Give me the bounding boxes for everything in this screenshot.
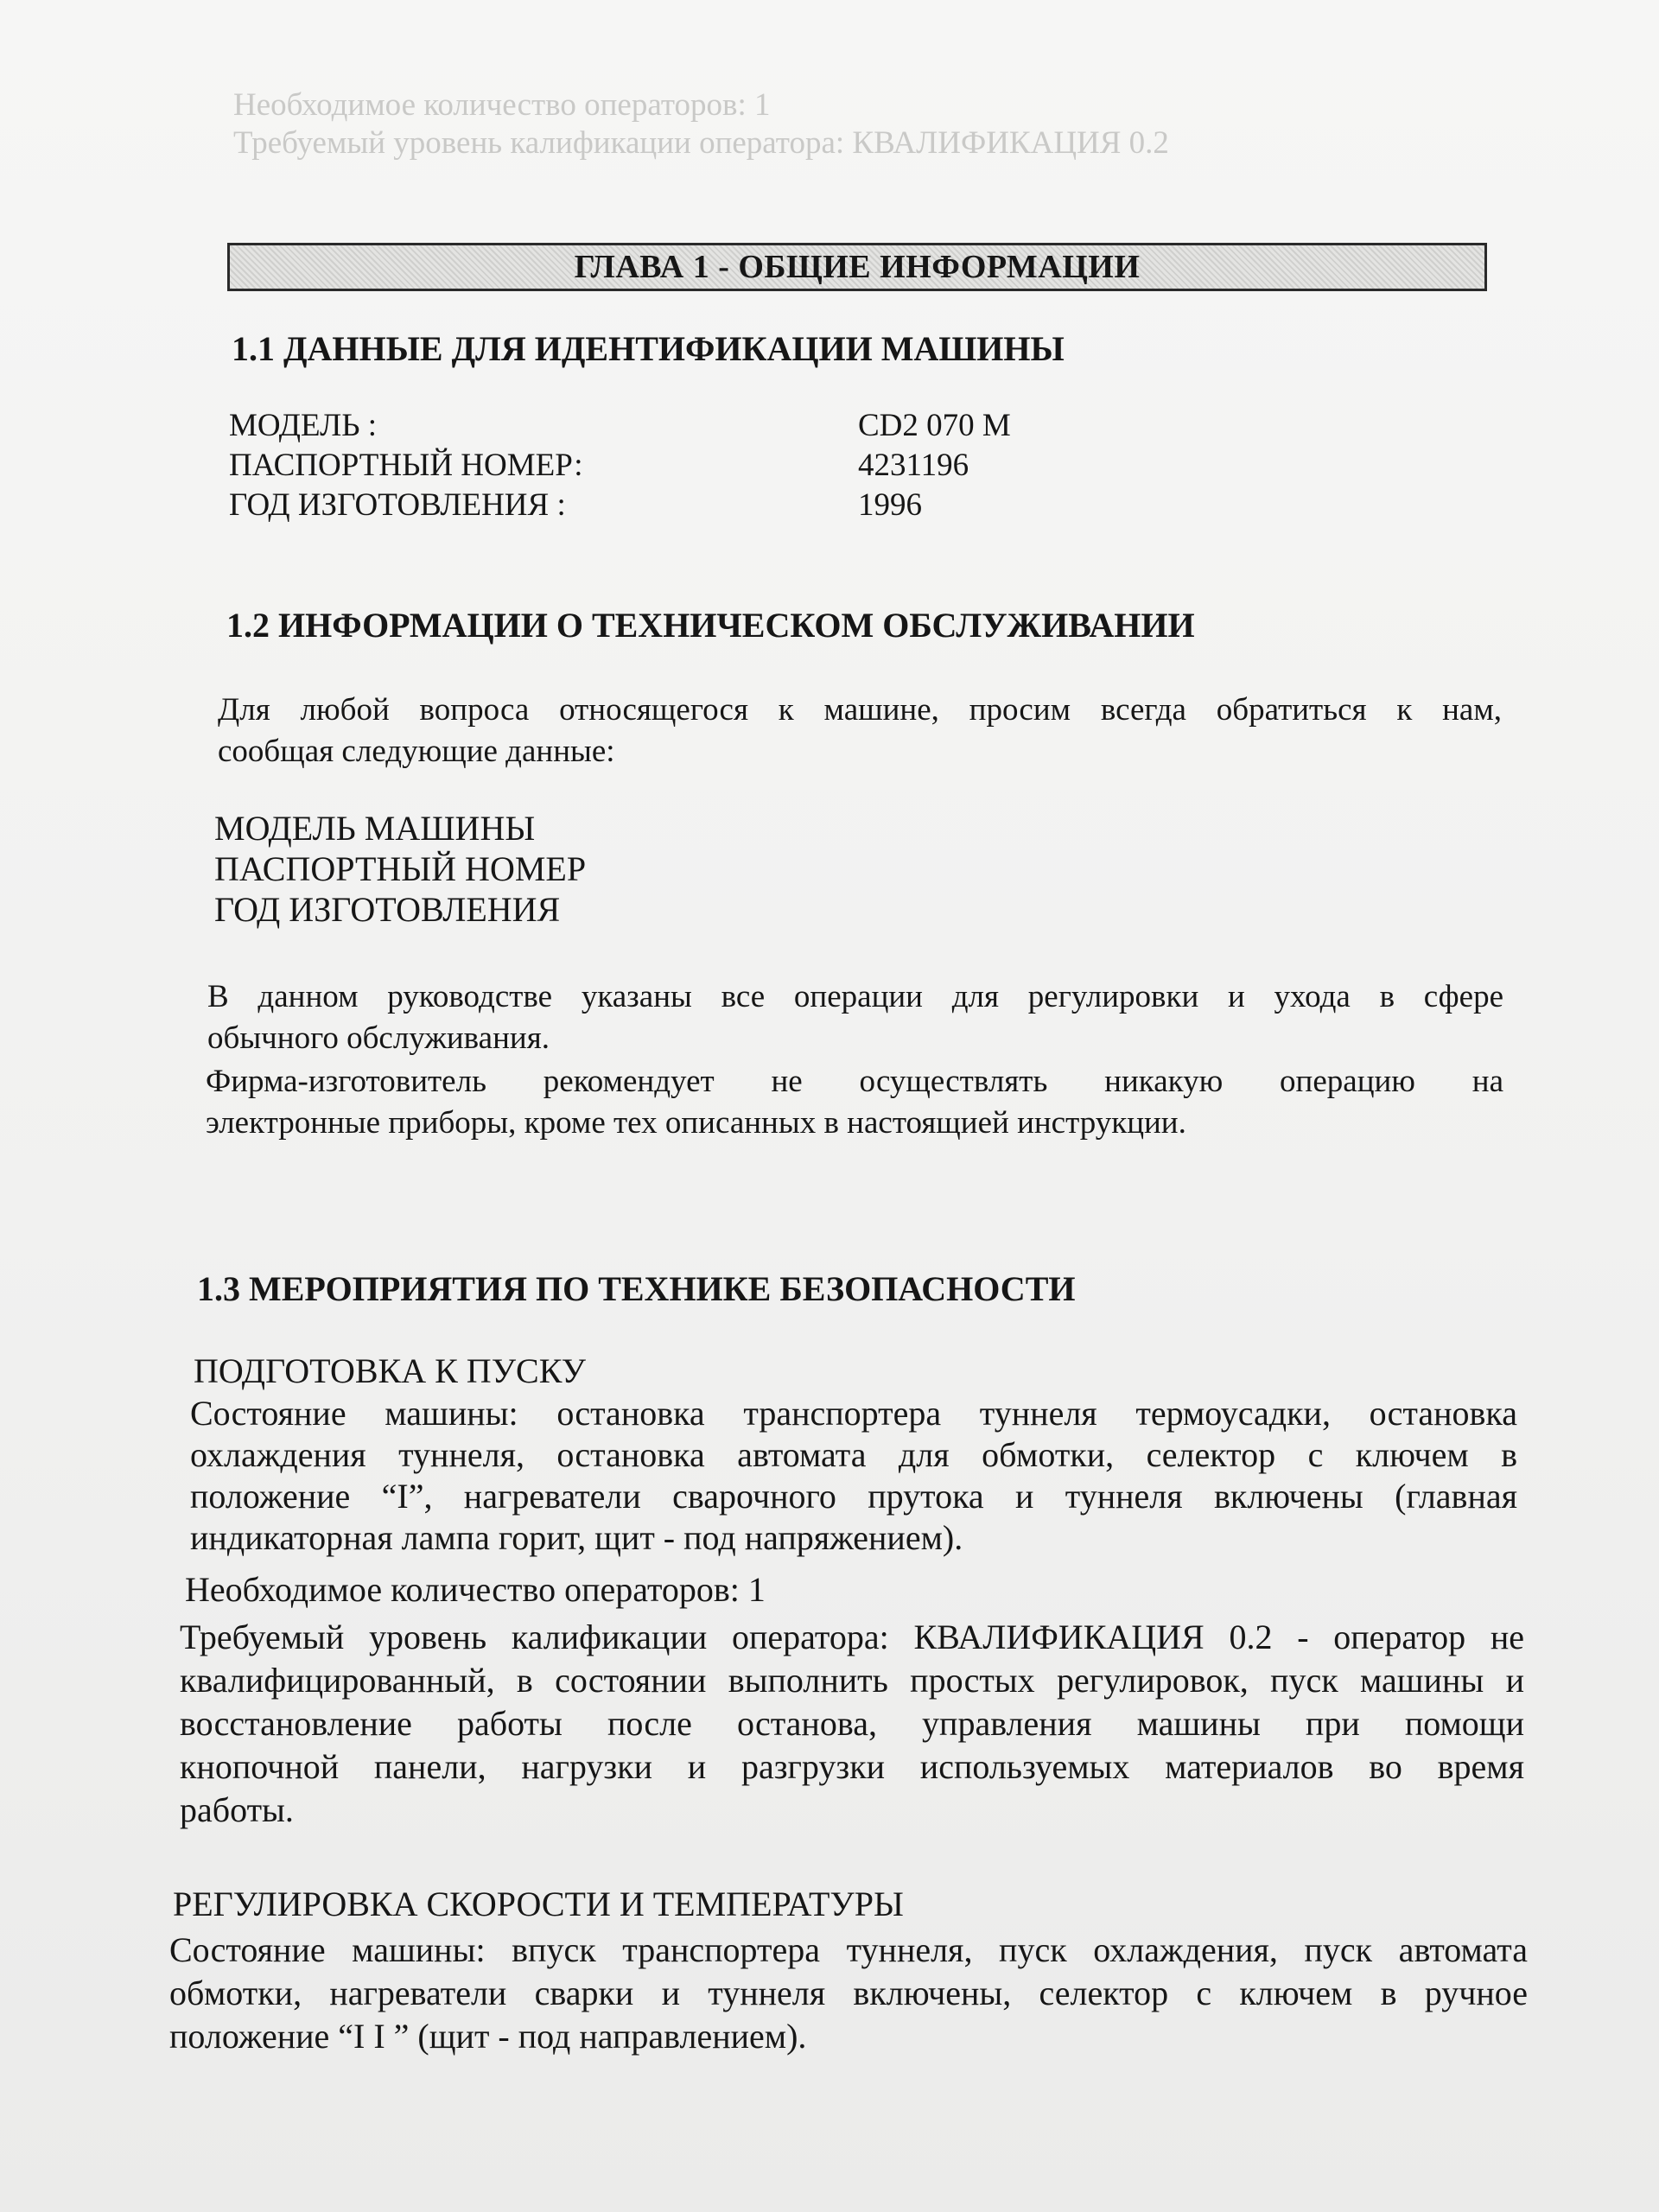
section-1-3-heading: 1.3 МЕРОПРИЯТИЯ ПО ТЕХНИКЕ БЕЗОПАСНОСТИ (197, 1269, 1076, 1308)
text-line: индикаторная лампа горит, щит - под напряжением). (190, 1518, 963, 1557)
text-line: охлаждения туннеля, остановка автомата для обмотки, селектор с ключем в (190, 1435, 1517, 1474)
list-item: МОДЕЛЬ МАШИНЫ (214, 809, 536, 848)
section-1-2-heading: 1.2 ИНФОРМАЦИИ О ТЕХНИЧЕСКОМ ОБСЛУЖИВАНИИ (226, 606, 1195, 645)
operators-count: Необходимое количество операторов: 1 (185, 1570, 766, 1609)
id-label: МОДЕЛЬ : (229, 408, 377, 443)
section-1-1-heading: 1.1 ДАННЫЕ ДЛЯ ИДЕНТИФИКАЦИИ МАШИНЫ (232, 329, 1065, 368)
identification-table (229, 406, 1011, 525)
text-line: обычного обслуживания. (207, 1020, 550, 1056)
text-line: Фирма-изготовитель рекомендует не осуществлять никакую операцию на (206, 1064, 1503, 1099)
ghost-line: Необходимое количество операторов: 1 (233, 87, 771, 123)
prep-paragraph (190, 1393, 1517, 1559)
text-line: работы. (180, 1790, 294, 1829)
text-line: восстановление работы после останова, управления машины при помощи (180, 1704, 1524, 1743)
id-value: CD2 070 M (858, 408, 1011, 443)
text-line: Требуемый уровень калификации оператора: КВАЛИФИКАЦИЯ 0.2 - оператор не (180, 1618, 1524, 1656)
list-item: ГОД ИЗГОТОВЛЕНИЯ (214, 890, 561, 929)
text-line: В данном руководстве указаны все операции для регулировки и ухода в сфере (207, 979, 1503, 1014)
text-line: положение “I I ” (щит - под направлением). (169, 2017, 807, 2056)
id-value: 1996 (858, 487, 922, 523)
id-row-serial (229, 446, 1011, 486)
manual-scope-paragraph (207, 976, 1503, 1059)
text-line: Состояние машины: остановка транспортера туннеля термоусадки, остановка (190, 1394, 1517, 1433)
id-value: 4231196 (858, 448, 969, 483)
text-line: сообщая следующие данные: (218, 734, 615, 769)
text-line: Состояние машины: впуск транспортера туннеля, пуск охлаждения, пуск автомата (169, 1930, 1528, 1969)
manufacturer-note (206, 1061, 1503, 1144)
ghost-line: Требуемый уровень калификации оператора: КВАЛИФИКАЦИЯ 0.2 (233, 125, 1169, 161)
bleed-through-text (233, 86, 1169, 162)
service-intro (218, 690, 1502, 772)
chapter-title: ГЛАВА 1 - ОБЩИЕ ИНФОРМАЦИИ (574, 249, 1141, 285)
text-line: электронные приборы, кроме тех описанных в настоящией инструкции. (206, 1105, 1186, 1141)
list-item: ПАСПОРТНЫЙ НОМЕР (214, 849, 587, 888)
required-data-list (214, 808, 586, 930)
text-line: квалифицированный, в состоянии выполнить простых регулировок, пуск машины и (180, 1661, 1524, 1700)
text-line: положение “I”, нагреватели сварочного прутока и туннеля включены (главная (190, 1477, 1517, 1516)
id-row-year (229, 486, 1011, 525)
id-label: ГОД ИЗГОТОВЛЕНИЯ : (229, 487, 566, 523)
qualification-paragraph (180, 1616, 1524, 1832)
speed-temperature-paragraph (169, 1929, 1528, 2058)
speed-temperature-title: РЕГУЛИРОВКА СКОРОСТИ И ТЕМПЕРАТУРЫ (173, 1885, 904, 1923)
text-line: кнопочной панели, нагрузки и разгрузки используемых материалов во время (180, 1747, 1524, 1786)
prep-title: ПОДГОТОВКА К ПУСКУ (194, 1351, 586, 1390)
chapter-title-box (227, 243, 1487, 291)
text-line: обмотки, нагреватели сварки и туннеля включены, селектор с ключем в ручное (169, 1974, 1528, 2012)
id-label: ПАСПОРТНЫЙ НОМЕР: (229, 448, 583, 483)
id-row-model (229, 406, 1011, 446)
text-line: Для любой вопроса относящегося к машине, просим всегда обратиться к нам, (218, 692, 1502, 728)
